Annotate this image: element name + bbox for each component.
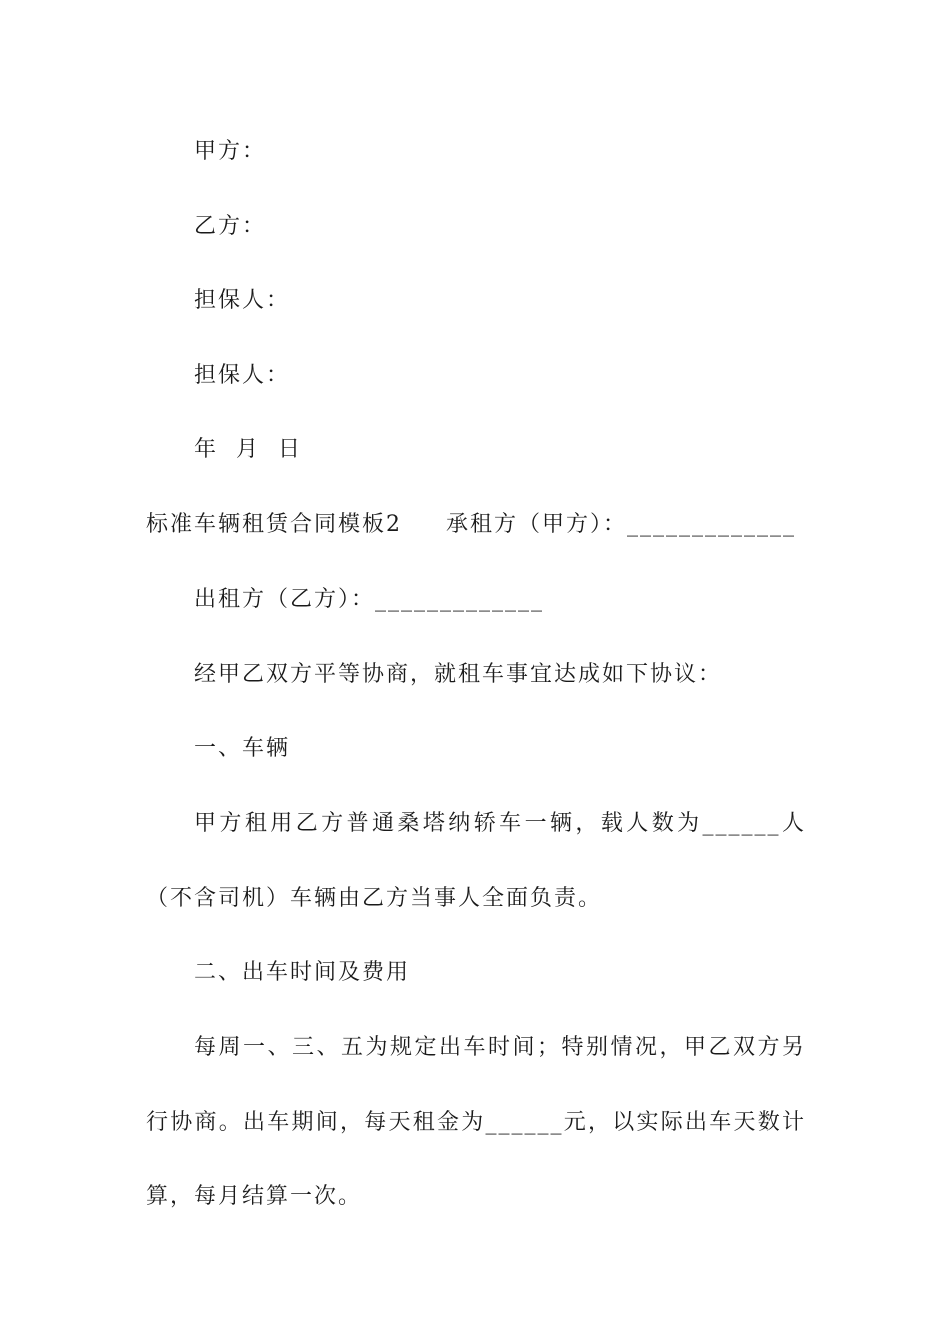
signature-date: 年 月 日 — [194, 437, 302, 462]
section-2-heading: 二、出车时间及费用 — [194, 960, 411, 985]
lessee-field: 承租方（甲方）：_____________ — [446, 512, 797, 537]
section-2-paragraph-line-1: 每周一、三、五为规定出车时间；特别情况，甲乙双方另 — [194, 1035, 806, 1060]
section-1-heading: 一、车辆 — [194, 736, 291, 761]
guarantor-1-signature-label: 担保人： — [194, 288, 291, 313]
lessor-field: 出租方（乙方）：_____________ — [194, 587, 545, 612]
section-1-paragraph-line-1: 甲方租用乙方普通桑塔纳轿车一辆，载人数为______人 — [194, 811, 806, 836]
guarantor-2-signature-label: 担保人： — [194, 363, 291, 388]
contract-title: 标准车辆租赁合同模板2 — [146, 512, 402, 537]
section-2-paragraph-line-3: 算，每月结算一次。 — [146, 1184, 363, 1209]
party-a-signature-label: 甲方： — [194, 139, 267, 164]
contract-title-line — [146, 510, 816, 540]
party-b-signature-label: 乙方： — [194, 214, 267, 239]
agreement-intro: 经甲乙双方平等协商，就租车事宜达成如下协议： — [194, 662, 723, 687]
section-2-paragraph-line-2: 行协商。出车期间，每天租金为______元，以实际出车天数计 — [146, 1110, 806, 1135]
section-1-paragraph-line-2: （不含司机）车辆由乙方当事人全面负责。 — [146, 886, 603, 911]
